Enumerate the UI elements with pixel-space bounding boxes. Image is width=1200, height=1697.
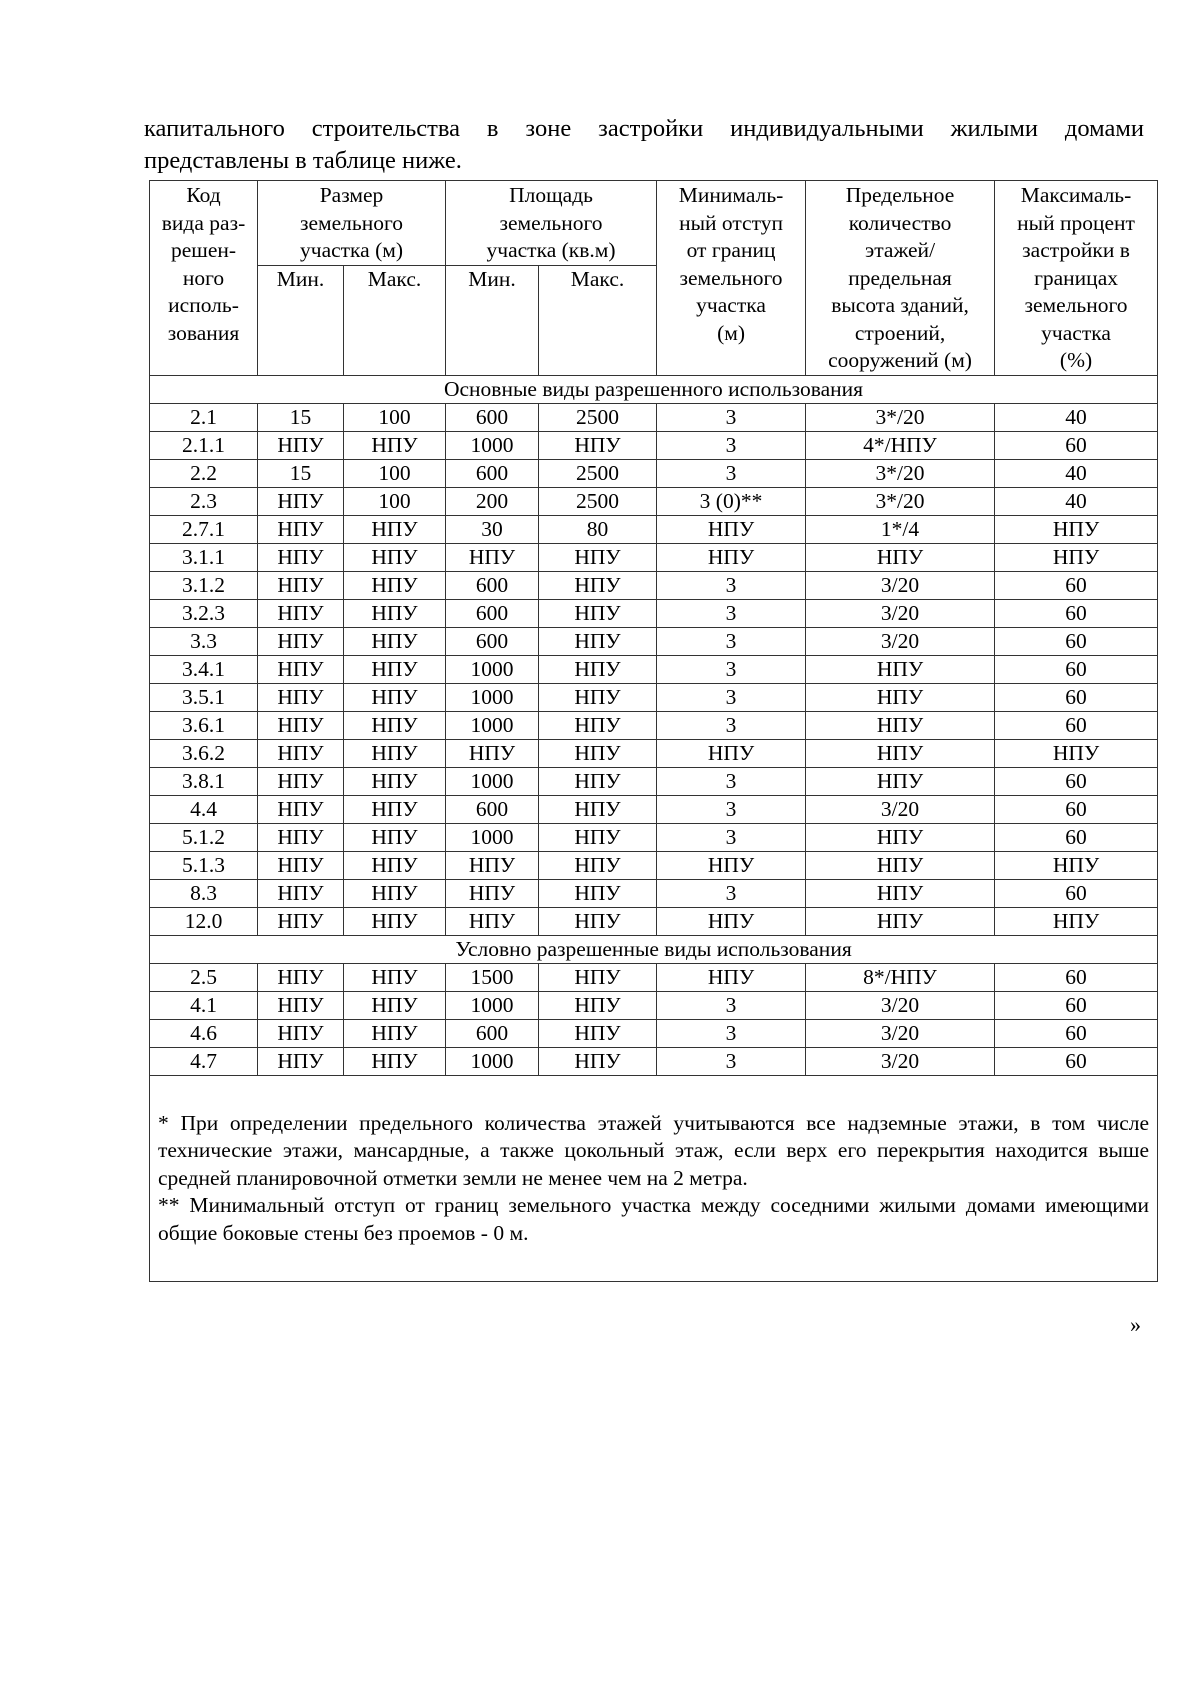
cell-area-min: НПУ xyxy=(446,907,539,935)
cell-size-max: НПУ xyxy=(344,683,446,711)
cell-code: 3.1.1 xyxy=(150,543,258,571)
cell-setback: 3 xyxy=(657,459,806,487)
cell-coverage: 60 xyxy=(995,879,1158,907)
cell-area-min: 1500 xyxy=(446,963,539,991)
section-conditional-heading: Условно разрешенные виды использования xyxy=(150,935,1158,963)
cell-area-max: НПУ xyxy=(539,1047,657,1075)
cell-area-max: НПУ xyxy=(539,991,657,1019)
header-floors: Предельное количество этажей/ предельная высота зданий, строений, сооружений (м) xyxy=(806,181,995,376)
table-row xyxy=(150,487,1158,515)
intro-line-2: представлены в таблице ниже. xyxy=(144,147,462,174)
cell-floors: 4*/НПУ xyxy=(806,431,995,459)
cell-setback: 3 xyxy=(657,599,806,627)
cell-area-min: 600 xyxy=(446,403,539,431)
cell-size-min: НПУ xyxy=(258,683,344,711)
cell-area-min: 1000 xyxy=(446,655,539,683)
cell-code: 12.0 xyxy=(150,907,258,935)
cell-size-min: НПУ xyxy=(258,627,344,655)
cell-size-max: НПУ xyxy=(344,851,446,879)
cell-floors: 3/20 xyxy=(806,599,995,627)
cell-coverage: 40 xyxy=(995,459,1158,487)
footnotes xyxy=(150,1075,1158,1282)
table-row xyxy=(150,459,1158,487)
cell-setback: НПУ xyxy=(657,851,806,879)
cell-area-max: НПУ xyxy=(539,627,657,655)
cell-code: 3.4.1 xyxy=(150,655,258,683)
cell-area-min: 1000 xyxy=(446,823,539,851)
cell-size-min: НПУ xyxy=(258,655,344,683)
cell-coverage: 60 xyxy=(995,823,1158,851)
cell-coverage: 60 xyxy=(995,431,1158,459)
cell-coverage: 40 xyxy=(995,487,1158,515)
cell-area-min: НПУ xyxy=(446,851,539,879)
cell-size-min: НПУ xyxy=(258,599,344,627)
table-row xyxy=(150,851,1158,879)
cell-size-max: НПУ xyxy=(344,879,446,907)
cell-area-min: 200 xyxy=(446,487,539,515)
cell-area-min: 600 xyxy=(446,1019,539,1047)
cell-code: 5.1.2 xyxy=(150,823,258,851)
cell-size-max: НПУ xyxy=(344,739,446,767)
cell-size-min: НПУ xyxy=(258,739,344,767)
cell-area-max: НПУ xyxy=(539,599,657,627)
table-row xyxy=(150,515,1158,543)
header-area-max: Макс. xyxy=(539,265,657,375)
cell-floors: НПУ xyxy=(806,543,995,571)
intro-paragraph xyxy=(144,113,1144,177)
cell-size-min: НПУ xyxy=(258,963,344,991)
table-row xyxy=(150,627,1158,655)
cell-size-min: НПУ xyxy=(258,795,344,823)
cell-floors: НПУ xyxy=(806,851,995,879)
cell-setback: 3 xyxy=(657,403,806,431)
cell-coverage: НПУ xyxy=(995,543,1158,571)
closing-quote: » xyxy=(1130,1312,1141,1337)
cell-floors: НПУ xyxy=(806,879,995,907)
table-row xyxy=(150,823,1158,851)
cell-area-max: 2500 xyxy=(539,487,657,515)
cell-setback: 3 (0)** xyxy=(657,487,806,515)
cell-floors: НПУ xyxy=(806,683,995,711)
cell-code: 3.5.1 xyxy=(150,683,258,711)
cell-setback: 3 xyxy=(657,991,806,1019)
cell-area-max: НПУ xyxy=(539,795,657,823)
cell-setback: НПУ xyxy=(657,907,806,935)
cell-size-min: 15 xyxy=(258,403,344,431)
cell-area-min: 1000 xyxy=(446,711,539,739)
cell-code: 3.3 xyxy=(150,627,258,655)
cell-coverage: 60 xyxy=(995,655,1158,683)
cell-code: 2.7.1 xyxy=(150,515,258,543)
cell-area-min: 600 xyxy=(446,571,539,599)
table-row xyxy=(150,767,1158,795)
cell-area-min: 600 xyxy=(446,459,539,487)
cell-code: 5.1.3 xyxy=(150,851,258,879)
cell-size-max: НПУ xyxy=(344,823,446,851)
cell-setback: НПУ xyxy=(657,515,806,543)
cell-area-max: 2500 xyxy=(539,403,657,431)
cell-code: 4.1 xyxy=(150,991,258,1019)
cell-area-max: НПУ xyxy=(539,655,657,683)
cell-size-max: НПУ xyxy=(344,515,446,543)
cell-coverage: 40 xyxy=(995,403,1158,431)
cell-size-max: НПУ xyxy=(344,543,446,571)
table-row xyxy=(150,991,1158,1019)
cell-area-max: НПУ xyxy=(539,711,657,739)
cell-size-min: НПУ xyxy=(258,515,344,543)
cell-code: 2.1 xyxy=(150,403,258,431)
cell-size-max: НПУ xyxy=(344,1047,446,1075)
cell-coverage: 60 xyxy=(995,571,1158,599)
cell-area-max: НПУ xyxy=(539,907,657,935)
cell-size-min: НПУ xyxy=(258,431,344,459)
cell-code: 2.5 xyxy=(150,963,258,991)
cell-size-min: НПУ xyxy=(258,879,344,907)
cell-size-max: НПУ xyxy=(344,571,446,599)
cell-setback: 3 xyxy=(657,1047,806,1075)
cell-code: 4.7 xyxy=(150,1047,258,1075)
cell-coverage: 60 xyxy=(995,991,1158,1019)
table-row xyxy=(150,711,1158,739)
cell-size-max: НПУ xyxy=(344,711,446,739)
header-size-max: Макс. xyxy=(344,265,446,375)
cell-setback: 3 xyxy=(657,571,806,599)
header-area-group: Площадь земельного участка (кв.м) xyxy=(446,181,657,266)
cell-size-max: НПУ xyxy=(344,767,446,795)
cell-floors: 3*/20 xyxy=(806,459,995,487)
cell-coverage: НПУ xyxy=(995,515,1158,543)
cell-size-max: 100 xyxy=(344,403,446,431)
intro-line-1: капитального строительства в зоне застройки индивидуальными жилыми домами xyxy=(144,115,1144,142)
table-row xyxy=(150,403,1158,431)
cell-size-max: НПУ xyxy=(344,431,446,459)
cell-area-max: НПУ xyxy=(539,571,657,599)
cell-floors: 3/20 xyxy=(806,1047,995,1075)
cell-coverage: 60 xyxy=(995,767,1158,795)
cell-floors: 3/20 xyxy=(806,1019,995,1047)
cell-code: 2.2 xyxy=(150,459,258,487)
cell-code: 3.1.2 xyxy=(150,571,258,599)
cell-setback: 3 xyxy=(657,655,806,683)
table-row xyxy=(150,879,1158,907)
cell-area-max: НПУ xyxy=(539,767,657,795)
cell-code: 3.8.1 xyxy=(150,767,258,795)
cell-setback: 3 xyxy=(657,879,806,907)
header-code: Код вида раз- решен- ного исполь- зования xyxy=(150,181,258,376)
cell-size-max: НПУ xyxy=(344,627,446,655)
cell-area-max: НПУ xyxy=(539,879,657,907)
cell-size-min: 15 xyxy=(258,459,344,487)
cell-coverage: НПУ xyxy=(995,739,1158,767)
cell-area-min: 600 xyxy=(446,795,539,823)
cell-size-min: НПУ xyxy=(258,1047,344,1075)
cell-floors: 8*/НПУ xyxy=(806,963,995,991)
cell-floors: НПУ xyxy=(806,711,995,739)
cell-setback: 3 xyxy=(657,627,806,655)
cell-area-max: НПУ xyxy=(539,683,657,711)
table-row xyxy=(150,1047,1158,1075)
footnote-setback: ** Минимальный отступ от границ земельного участка между соседними жилыми домами имеющими общие боковые стены без проемов - 0 м. xyxy=(158,1193,1150,1245)
table-row xyxy=(150,1019,1158,1047)
cell-size-min: НПУ xyxy=(258,711,344,739)
table-row xyxy=(150,431,1158,459)
cell-floors: НПУ xyxy=(806,907,995,935)
cell-setback: НПУ xyxy=(657,543,806,571)
table-row xyxy=(150,571,1158,599)
cell-size-max: НПУ xyxy=(344,599,446,627)
cell-floors: НПУ xyxy=(806,655,995,683)
cell-area-max: 2500 xyxy=(539,459,657,487)
cell-size-min: НПУ xyxy=(258,991,344,1019)
cell-area-max: НПУ xyxy=(539,851,657,879)
cell-floors: 3*/20 xyxy=(806,403,995,431)
header-area-min: Мин. xyxy=(446,265,539,375)
footnote-floors: * При определении предельного количества этажей учитываются все надземные этажи, в том числе технические этажи, мансардные, а также цокольный этаж, если верх его перекрытия находится выше средней планировочной отметки земли не менее чем на 2 метра. xyxy=(158,1110,1150,1190)
cell-setback: 3 xyxy=(657,431,806,459)
section-main-heading: Основные виды разрешенного использования xyxy=(150,375,1158,403)
cell-setback: 3 xyxy=(657,1019,806,1047)
cell-code: 3.6.2 xyxy=(150,739,258,767)
cell-floors: 3*/20 xyxy=(806,487,995,515)
cell-area-min: 30 xyxy=(446,515,539,543)
cell-area-min: 600 xyxy=(446,627,539,655)
cell-size-min: НПУ xyxy=(258,907,344,935)
cell-area-min: 1000 xyxy=(446,431,539,459)
cell-area-min: 1000 xyxy=(446,1047,539,1075)
cell-setback: 3 xyxy=(657,795,806,823)
cell-area-max: НПУ xyxy=(539,431,657,459)
cell-area-min: НПУ xyxy=(446,879,539,907)
cell-code: 3.6.1 xyxy=(150,711,258,739)
cell-floors: 3/20 xyxy=(806,627,995,655)
cell-setback: 3 xyxy=(657,767,806,795)
cell-size-max: НПУ xyxy=(344,1019,446,1047)
cell-area-max: НПУ xyxy=(539,543,657,571)
cell-size-min: НПУ xyxy=(258,823,344,851)
table-row xyxy=(150,599,1158,627)
header-coverage: Максималь- ный процент застройки в границах земельного участка (%) xyxy=(995,181,1158,376)
cell-area-min: 600 xyxy=(446,599,539,627)
table-row xyxy=(150,655,1158,683)
cell-coverage: НПУ xyxy=(995,851,1158,879)
cell-size-min: НПУ xyxy=(258,767,344,795)
cell-area-min: 1000 xyxy=(446,991,539,1019)
cell-coverage: 60 xyxy=(995,711,1158,739)
cell-size-max: НПУ xyxy=(344,655,446,683)
cell-setback: 3 xyxy=(657,683,806,711)
cell-floors: НПУ xyxy=(806,823,995,851)
header-size-min: Мин. xyxy=(258,265,344,375)
cell-coverage: 60 xyxy=(995,683,1158,711)
cell-area-max: НПУ xyxy=(539,823,657,851)
cell-area-max: НПУ xyxy=(539,963,657,991)
header-setback: Минималь- ный отступ от границ земельного участка (м) xyxy=(657,181,806,376)
cell-size-max: НПУ xyxy=(344,907,446,935)
cell-code: 2.3 xyxy=(150,487,258,515)
cell-area-min: НПУ xyxy=(446,543,539,571)
header-size-group: Размер земельного участка (м) xyxy=(258,181,446,266)
cell-floors: 3/20 xyxy=(806,991,995,1019)
cell-setback: 3 xyxy=(657,823,806,851)
cell-floors: НПУ xyxy=(806,739,995,767)
cell-coverage: НПУ xyxy=(995,907,1158,935)
cell-coverage: 60 xyxy=(995,963,1158,991)
cell-floors: НПУ xyxy=(806,767,995,795)
cell-code: 8.3 xyxy=(150,879,258,907)
table-row xyxy=(150,543,1158,571)
cell-coverage: 60 xyxy=(995,795,1158,823)
cell-code: 4.6 xyxy=(150,1019,258,1047)
table-row xyxy=(150,739,1158,767)
cell-size-max: 100 xyxy=(344,487,446,515)
cell-size-min: НПУ xyxy=(258,487,344,515)
table-row xyxy=(150,795,1158,823)
cell-size-max: НПУ xyxy=(344,963,446,991)
cell-floors: 1*/4 xyxy=(806,515,995,543)
cell-size-max: НПУ xyxy=(344,795,446,823)
cell-size-min: НПУ xyxy=(258,851,344,879)
table-row xyxy=(150,683,1158,711)
cell-floors: 3/20 xyxy=(806,795,995,823)
table-row xyxy=(150,907,1158,935)
cell-code: 3.2.3 xyxy=(150,599,258,627)
cell-size-min: НПУ xyxy=(258,543,344,571)
cell-coverage: 60 xyxy=(995,627,1158,655)
cell-code: 2.1.1 xyxy=(150,431,258,459)
cell-setback: 3 xyxy=(657,711,806,739)
cell-size-max: 100 xyxy=(344,459,446,487)
cell-coverage: 60 xyxy=(995,1019,1158,1047)
cell-area-max: НПУ xyxy=(539,739,657,767)
cell-size-max: НПУ xyxy=(344,991,446,1019)
cell-setback: НПУ xyxy=(657,739,806,767)
cell-coverage: 60 xyxy=(995,599,1158,627)
cell-area-min: НПУ xyxy=(446,739,539,767)
cell-code: 4.4 xyxy=(150,795,258,823)
cell-floors: 3/20 xyxy=(806,571,995,599)
cell-size-min: НПУ xyxy=(258,1019,344,1047)
regulations-table xyxy=(149,180,1158,1282)
cell-size-min: НПУ xyxy=(258,571,344,599)
table-row xyxy=(150,963,1158,991)
cell-coverage: 60 xyxy=(995,1047,1158,1075)
cell-area-max: НПУ xyxy=(539,1019,657,1047)
cell-area-min: 1000 xyxy=(446,767,539,795)
cell-setback: НПУ xyxy=(657,963,806,991)
cell-area-min: 1000 xyxy=(446,683,539,711)
cell-area-max: 80 xyxy=(539,515,657,543)
